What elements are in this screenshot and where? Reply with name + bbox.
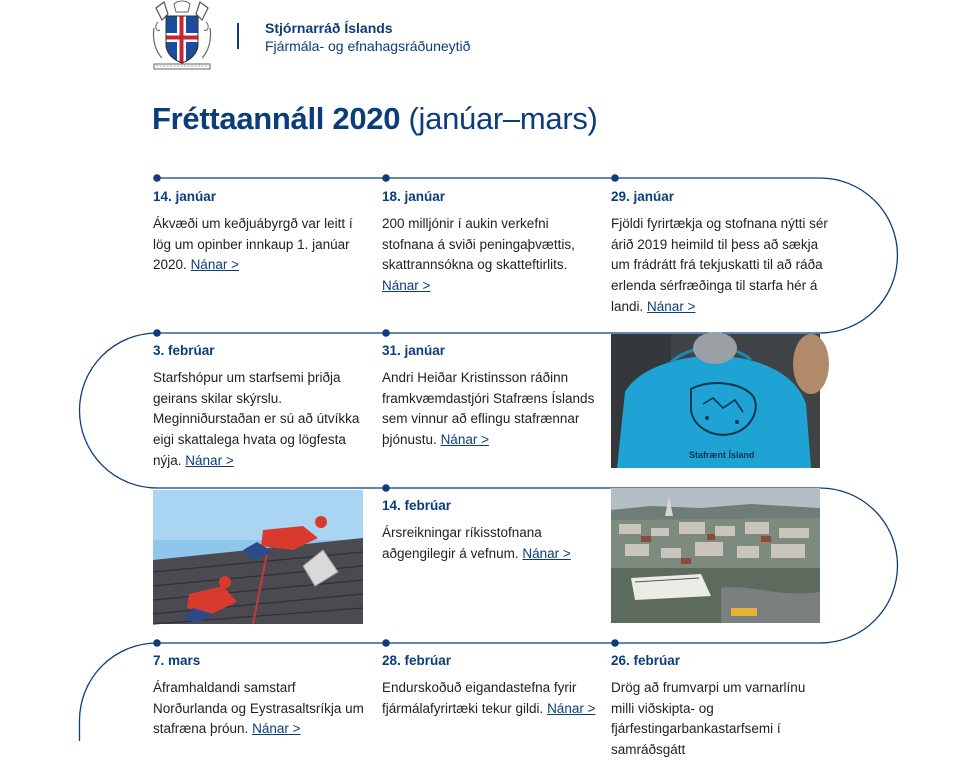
timeline-entry	[382, 653, 600, 719]
timeline-dot	[153, 639, 161, 647]
timeline-dot	[382, 174, 390, 182]
entry-body: Andri Heiðar Kristinsson ráðinn framkvæmdastjóri Stafræns Íslands sem vinnur að eflingu stafrænnar þjónustu.	[382, 370, 595, 448]
read-more-link[interactable]: Nánar >	[440, 432, 489, 448]
entry-date: 29. janúar	[611, 189, 675, 204]
timeline-dot	[611, 174, 619, 182]
read-more-link[interactable]: Nánar >	[547, 700, 596, 716]
timeline-entry	[382, 189, 600, 297]
read-more-link[interactable]: Nánar >	[647, 298, 696, 314]
timeline-dot	[153, 329, 161, 337]
read-more-link[interactable]: Nánar >	[185, 452, 234, 468]
entry-body: 200 milljónir í aukin verkefni stofnana á sviði peningaþvættis, skattrannsókna og skatteftirlits.	[382, 216, 575, 273]
read-more-link[interactable]: Nánar >	[522, 545, 571, 561]
entry-body: Áframhaldandi samstarf Norðurlanda og Eystrasaltsríkja um stafræna þróun.	[153, 680, 364, 737]
header-divider	[237, 23, 239, 49]
org-name-link[interactable]: Stjórnarráð Íslands	[265, 20, 393, 36]
timeline-entry	[382, 343, 600, 451]
read-more-link[interactable]: Nánar >	[190, 257, 239, 273]
entry-date: 3. febrúar	[153, 343, 215, 358]
timeline-dot	[382, 329, 390, 337]
coat-of-arms-icon[interactable]	[150, 0, 214, 72]
entry-text	[382, 523, 600, 564]
entry-date: 7. mars	[153, 653, 201, 668]
timeline-dot	[382, 484, 390, 492]
timeline-entry	[611, 189, 829, 318]
jacket-text: Stafrænt Ísland	[689, 450, 755, 460]
entry-date: 26. febrúar	[611, 653, 681, 668]
entry-text	[153, 368, 371, 472]
timeline-entry	[153, 343, 371, 472]
entry-date: 18. janúar	[382, 189, 446, 204]
entry-text	[611, 678, 829, 761]
entry-date: 28. febrúar	[382, 653, 452, 668]
entry-text	[153, 214, 371, 276]
digital-iceland-photo[interactable]	[611, 334, 820, 468]
page-title-main: Fréttaannáll 2020	[152, 101, 401, 136]
entry-date: 31. janúar	[382, 343, 446, 358]
read-more-link[interactable]: Nánar >	[252, 721, 301, 737]
entry-text	[382, 368, 600, 451]
entry-body: Fjöldi fyrirtækja og stofnana nýtti sér árið 2019 heimild til þess að sækja um frádrátt frá tekjuskatti til að ráða erlenda sérfræðinga til starfa hér á landi.	[611, 216, 828, 314]
entry-body: Starfshópur um starfsemi þriðja geirans skilar skýrslu. Meginniðurstaðan er sú að útvíkka eigi skattalega hvata og lögfesta nýja.	[153, 370, 360, 468]
entry-date: 14. janúar	[153, 189, 217, 204]
entry-body: Endurskoðuð eigandastefna fyrir fjármálafyrirtæki tekur gildi.	[382, 680, 577, 716]
entry-text	[382, 214, 600, 297]
timeline-dot	[382, 639, 390, 647]
timeline-entry	[153, 189, 371, 276]
entry-body: Ákvæði um keðjuábyrgð var leitt í lög um opinber innkaup 1. janúar 2020.	[153, 216, 353, 273]
page-title-sub: (janúar–mars)	[408, 101, 598, 136]
roofers-photo[interactable]	[153, 490, 363, 624]
entry-body: Ársreikningar ríkisstofnana aðgengilegir á vefnum.	[382, 525, 542, 561]
page-title	[152, 101, 598, 137]
entry-text	[382, 678, 600, 719]
entry-date: 14. febrúar	[382, 498, 452, 513]
ministry-name-link[interactable]: Fjármála- og efnahagsráðuneytið	[265, 38, 471, 54]
site-header	[150, 0, 650, 75]
timeline-entry	[611, 653, 829, 761]
read-more-link[interactable]: Nánar >	[382, 278, 431, 294]
entry-text	[611, 214, 829, 318]
timeline-entry	[382, 498, 600, 564]
timeline-entry	[153, 653, 371, 740]
timeline-dot	[153, 174, 161, 182]
photo-image	[611, 488, 820, 623]
entry-text	[153, 678, 371, 740]
city-view-photo[interactable]	[611, 488, 820, 623]
photo-image	[611, 334, 820, 468]
entry-body: Drög að frumvarpi um varnarlínu milli viðskipta- og fjárfestingarbankastarfsemi í samráðsgátt	[611, 680, 806, 758]
photo-image	[153, 490, 363, 624]
timeline-dot	[611, 639, 619, 647]
